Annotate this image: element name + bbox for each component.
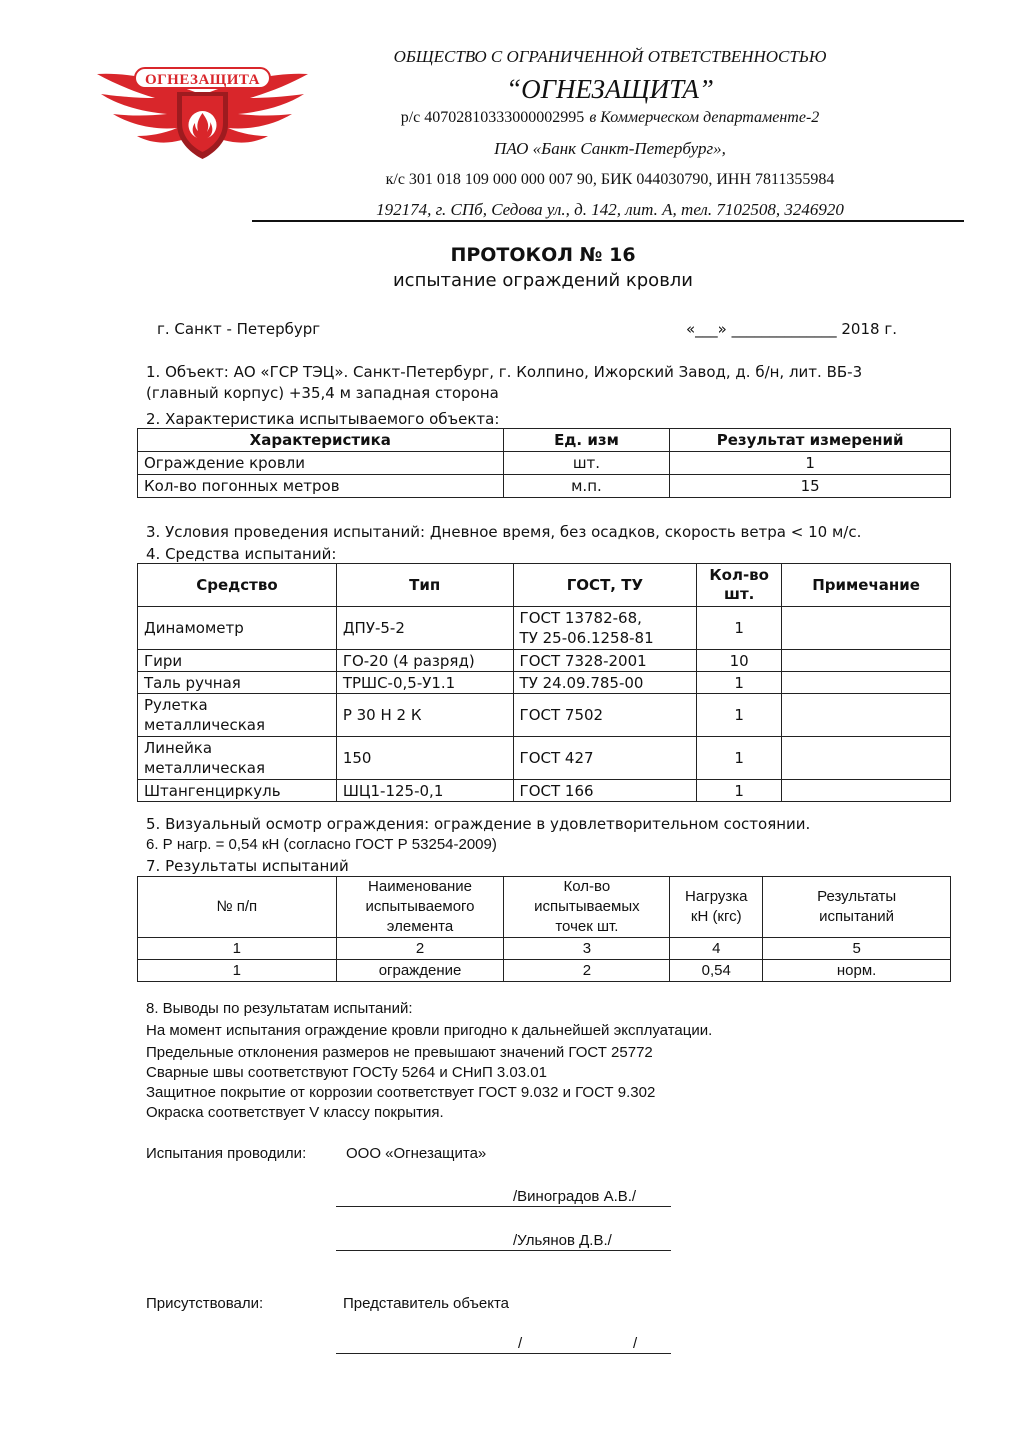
signature-line xyxy=(336,1250,671,1251)
cell: ГОСТ 166 xyxy=(513,780,697,802)
col-header: Ед. изм xyxy=(503,429,670,452)
cell: Таль ручная xyxy=(138,672,337,694)
cell: 5 xyxy=(763,938,951,960)
col-header-line: точек шт. xyxy=(555,918,619,935)
conclusion-line: Сварные швы соответствуют ГОСТу 5264 и СНиП 3.03.01 xyxy=(146,1064,547,1081)
section-8: 8. Выводы по результатам испытаний: xyxy=(146,1000,413,1017)
slash-2: / xyxy=(633,1335,638,1352)
section-5: 5. Визуальный осмотр ограждения: ограждение в удовлетворительном состоянии. xyxy=(146,815,811,833)
signer-2: /Ульянов Д.В./ xyxy=(513,1232,612,1249)
instruments-table xyxy=(137,563,951,802)
cell-line: Рулетка xyxy=(144,696,208,714)
col-header-line: Кол-во xyxy=(563,878,611,895)
cell: Динамометр xyxy=(138,607,337,650)
cell: 3 xyxy=(504,938,670,960)
logo-text: ОГНЕЗАЩИТА xyxy=(144,72,261,88)
col-header xyxy=(763,877,951,938)
col-header-line: испытываемого xyxy=(365,898,475,915)
col-header-line: элемента xyxy=(386,918,454,935)
col-header: Тип xyxy=(336,564,513,607)
col-header: Средство xyxy=(138,564,337,607)
signature-line xyxy=(336,1353,671,1354)
cell xyxy=(138,737,337,780)
account-num: р/с 40702810333000002995 xyxy=(400,109,585,126)
col-header: № п/п xyxy=(138,877,337,938)
cell: 1 xyxy=(670,452,951,475)
header-divider xyxy=(252,220,964,222)
cell: ГО-20 (4 разряд) xyxy=(336,650,513,672)
section-1-line2: (главный корпус) +35,4 м западная сторона xyxy=(146,384,499,402)
cell: 1 xyxy=(697,672,782,694)
cell-line: металлическая xyxy=(144,759,266,777)
cell xyxy=(782,694,951,737)
section-6: 6. Р нагр. = 0,54 кН (согласно ГОСТ Р 53254-2009) xyxy=(146,836,497,853)
table-row xyxy=(138,650,951,672)
conclusion-line: Защитное покрытие от коррозии соответствует ГОСТ 9.032 и ГОСТ 9.302 xyxy=(146,1084,656,1101)
table-row xyxy=(138,672,951,694)
col-header-line: Результаты xyxy=(817,888,897,905)
protocol-title: ПРОТОКОЛ № 16 xyxy=(450,244,636,266)
cell: 150 xyxy=(336,737,513,780)
section-4: 4. Средства испытаний: xyxy=(146,545,337,563)
cell: ограждение xyxy=(336,960,504,982)
cell: 4 xyxy=(670,938,763,960)
present-who: Представитель объекта xyxy=(343,1295,509,1312)
conducted-label: Испытания проводили: xyxy=(146,1145,307,1162)
col-header: ГОСТ, ТУ xyxy=(513,564,697,607)
protocol-subtitle: испытание ограждений кровли xyxy=(392,270,694,291)
cell: м.п. xyxy=(503,475,670,498)
col-header: Примечание xyxy=(782,564,951,607)
cell: ГОСТ 427 xyxy=(513,737,697,780)
cell: 1 xyxy=(697,737,782,780)
cell: ГОСТ 7502 xyxy=(513,694,697,737)
bank-name: ПАО «Банк Санкт-Петербург», xyxy=(494,139,726,158)
cell xyxy=(782,672,951,694)
cell: 15 xyxy=(670,475,951,498)
cell: Штангенциркуль xyxy=(138,780,337,802)
table-row xyxy=(138,780,951,802)
col-header-line: испытываемых xyxy=(534,898,640,915)
cell xyxy=(782,737,951,780)
cell: 1 xyxy=(138,960,337,982)
col-header-line: кН (кгс) xyxy=(690,908,742,925)
cell: ШЦ1-125-0,1 xyxy=(336,780,513,802)
org-form: ОБЩЕСТВО С ОГРАНИЧЕННОЙ ОТВЕТСТВЕННОСТЬЮ xyxy=(393,47,827,66)
table-row xyxy=(138,960,951,982)
col-header-line: Кол-во xyxy=(709,566,769,584)
cell: ТРШС-0,5-У1.1 xyxy=(336,672,513,694)
conclusion-line: На момент испытания ограждение кровли пригодно к дальнейшей эксплуатации. xyxy=(146,1022,713,1039)
place: г. Санкт - Петербург xyxy=(157,320,321,338)
account-line xyxy=(300,106,920,129)
cell: ГОСТ 7328-2001 xyxy=(513,650,697,672)
col-header-line: Наименование xyxy=(368,878,472,895)
section-1-line1: 1. Объект: АО «ГСР ТЭЦ». Санкт-Петербург, г. Колпино, Ижорский Завод, д. б/н, лит. ВБ-3 xyxy=(146,363,863,381)
conducted-org: ООО «Огнезащита» xyxy=(346,1145,487,1162)
table-row xyxy=(138,737,951,780)
table-row xyxy=(138,694,951,737)
cell: шт. xyxy=(503,452,670,475)
section-2: 2. Характеристика испытываемого объекта: xyxy=(146,410,500,428)
cell-line: ТУ 25-06.1258-81 xyxy=(519,629,654,647)
signer-1: /Виноградов А.В./ xyxy=(513,1188,637,1205)
org-name: “ОГНЕЗАЩИТА” xyxy=(506,74,714,104)
cell xyxy=(138,694,337,737)
present-label: Присутствовали: xyxy=(146,1295,264,1312)
requisites: к/с 301 018 109 000 000 007 90, БИК 044030790, ИНН 7811355984 xyxy=(385,171,835,188)
cell: Р 30 Н 2 К xyxy=(336,694,513,737)
slash-1: / xyxy=(518,1335,523,1352)
cell: ТУ 24.09.785-00 xyxy=(513,672,697,694)
col-header xyxy=(336,877,504,938)
cell: 1 xyxy=(697,607,782,650)
conclusion-line: Окраска соответствует V классу покрытия. xyxy=(146,1104,444,1121)
col-header xyxy=(697,564,782,607)
characteristics-table xyxy=(137,428,951,498)
col-header-line: шт. xyxy=(724,585,755,603)
section-3: 3. Условия проведения испытаний: Дневное время, без осадков, скорость ветра < 10 м/с. xyxy=(146,523,862,541)
cell xyxy=(782,607,951,650)
table-row xyxy=(138,452,951,475)
cell: 1 xyxy=(138,938,337,960)
table-row xyxy=(138,938,951,960)
cell: Гири xyxy=(138,650,337,672)
cell-line: ГОСТ 13782-68, xyxy=(519,609,642,627)
table-row xyxy=(138,607,951,650)
account-bank: в Коммерческом департаменте-2 xyxy=(589,109,820,126)
results-table xyxy=(137,876,951,982)
cell xyxy=(513,607,697,650)
cell: норм. xyxy=(763,960,951,982)
cell: 2 xyxy=(336,938,504,960)
col-header: Характеристика xyxy=(138,429,504,452)
cell: 0,54 xyxy=(670,960,763,982)
address: 192174, г. СПб, Седова ул., д. 142, лит. А, тел. 7102508, 3246920 xyxy=(376,200,844,219)
cell: ДПУ-5-2 xyxy=(336,607,513,650)
cell-line: Линейка xyxy=(144,739,213,757)
table-row xyxy=(138,475,951,498)
cell: Кол-во погонных метров xyxy=(138,475,504,498)
date: «___» ______________ 2018 г. xyxy=(686,320,897,338)
cell: 1 xyxy=(697,694,782,737)
cell: Ограждение кровли xyxy=(138,452,504,475)
cell: 1 xyxy=(697,780,782,802)
col-header-line: испытаний xyxy=(819,908,895,925)
conclusion-line: Предельные отклонения размеров не превышают значений ГОСТ 25772 xyxy=(146,1044,653,1061)
cell xyxy=(782,650,951,672)
col-header xyxy=(504,877,670,938)
col-header xyxy=(670,877,763,938)
cell xyxy=(782,780,951,802)
cell-line: металлическая xyxy=(144,716,266,734)
cell: 10 xyxy=(697,650,782,672)
col-header-line: Нагрузка xyxy=(685,888,748,905)
col-header: Результат измерений xyxy=(670,429,951,452)
section-7: 7. Результаты испытаний xyxy=(146,857,349,875)
cell: 2 xyxy=(504,960,670,982)
